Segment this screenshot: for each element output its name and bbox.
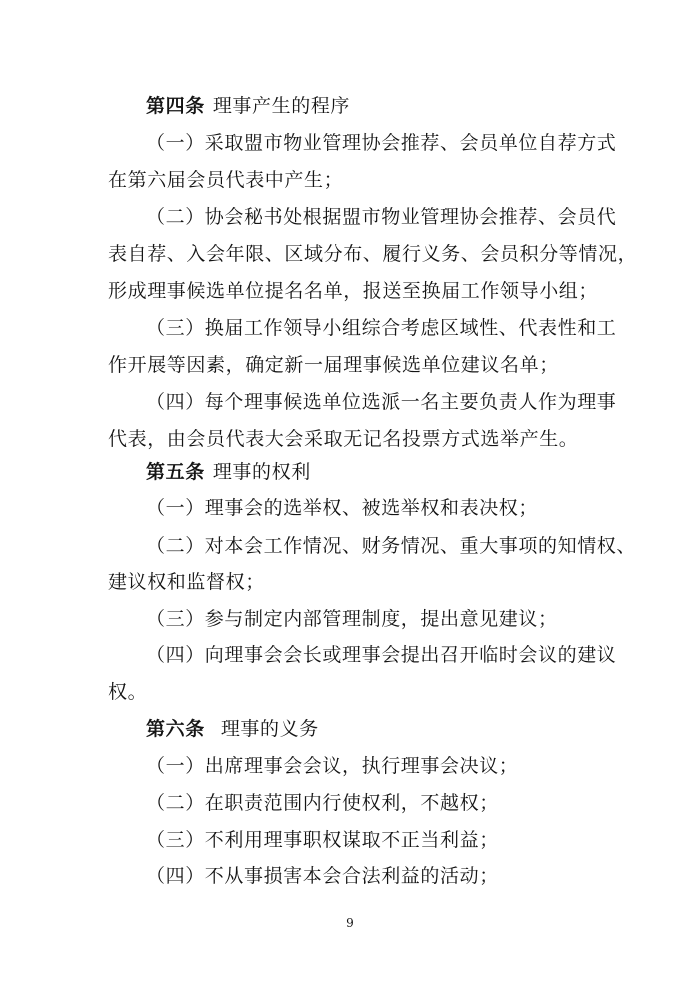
- article-6-line: （二）在职责范围内行使权利，不越权；: [146, 792, 499, 814]
- article-5-title: 理事的权利: [212, 461, 311, 483]
- article-4-line: 在第六届会员代表中产生；: [108, 169, 344, 191]
- article-4-line: 表自荐、入会年限、区域分布、履行义务、会员积分等情况，: [108, 243, 638, 265]
- article-5-line: （一）理事会的选举权、被选举权和表决权；: [146, 497, 539, 519]
- article-6-line: （三）不利用理事职权谋取不正当利益；: [146, 829, 499, 851]
- article-6-heading: [146, 717, 598, 741]
- article-5-number: 第五条: [146, 461, 205, 483]
- article-6-number: 第六条: [146, 718, 205, 740]
- article-4-title: 理事产生的程序: [212, 95, 351, 117]
- article-4-heading: [146, 94, 598, 118]
- article-6-line: （一）出席理事会会议，执行理事会决议；: [146, 755, 519, 777]
- article-4-line: 代表，由会员代表大会采取无记名投票方式选举产生。: [108, 428, 579, 450]
- article-6-line: （四）不从事损害本会合法利益的活动；: [146, 865, 499, 887]
- article-6-title: 理事的义务: [220, 718, 319, 740]
- article-5-line: （四）向理事会会长或理事会提出召开临时会议的建议: [146, 644, 617, 666]
- article-4-line: 形成理事候选单位提名名单，报送至换届工作领导小组；: [108, 280, 599, 302]
- article-5-line: （二）对本会工作情况、财务情况、重大事项的知情权、: [146, 535, 637, 557]
- article-5-heading: [146, 460, 598, 484]
- article-4-line: （二）协会秘书处根据盟市物业管理协会推荐、会员代: [146, 206, 617, 228]
- article-4-line: （一）采取盟市物业管理协会推荐、会员单位自荐方式: [146, 132, 617, 154]
- article-4-number: 第四条: [146, 95, 205, 117]
- article-4-line: （三）换届工作领导小组综合考虑区域性、代表性和工: [146, 317, 617, 339]
- article-5-line: 建议权和监督权；: [108, 571, 265, 593]
- article-5-line: （三）参与制定内部管理制度，提出意见建议；: [146, 608, 558, 630]
- article-4-line: （四）每个理事候选单位选派一名主要负责人作为理事: [146, 391, 617, 413]
- article-4-line: 作开展等因素，确定新一届理事候选单位建议名单；: [108, 354, 559, 376]
- article-5-line: 权。: [108, 681, 148, 703]
- page-number: 9: [346, 916, 354, 930]
